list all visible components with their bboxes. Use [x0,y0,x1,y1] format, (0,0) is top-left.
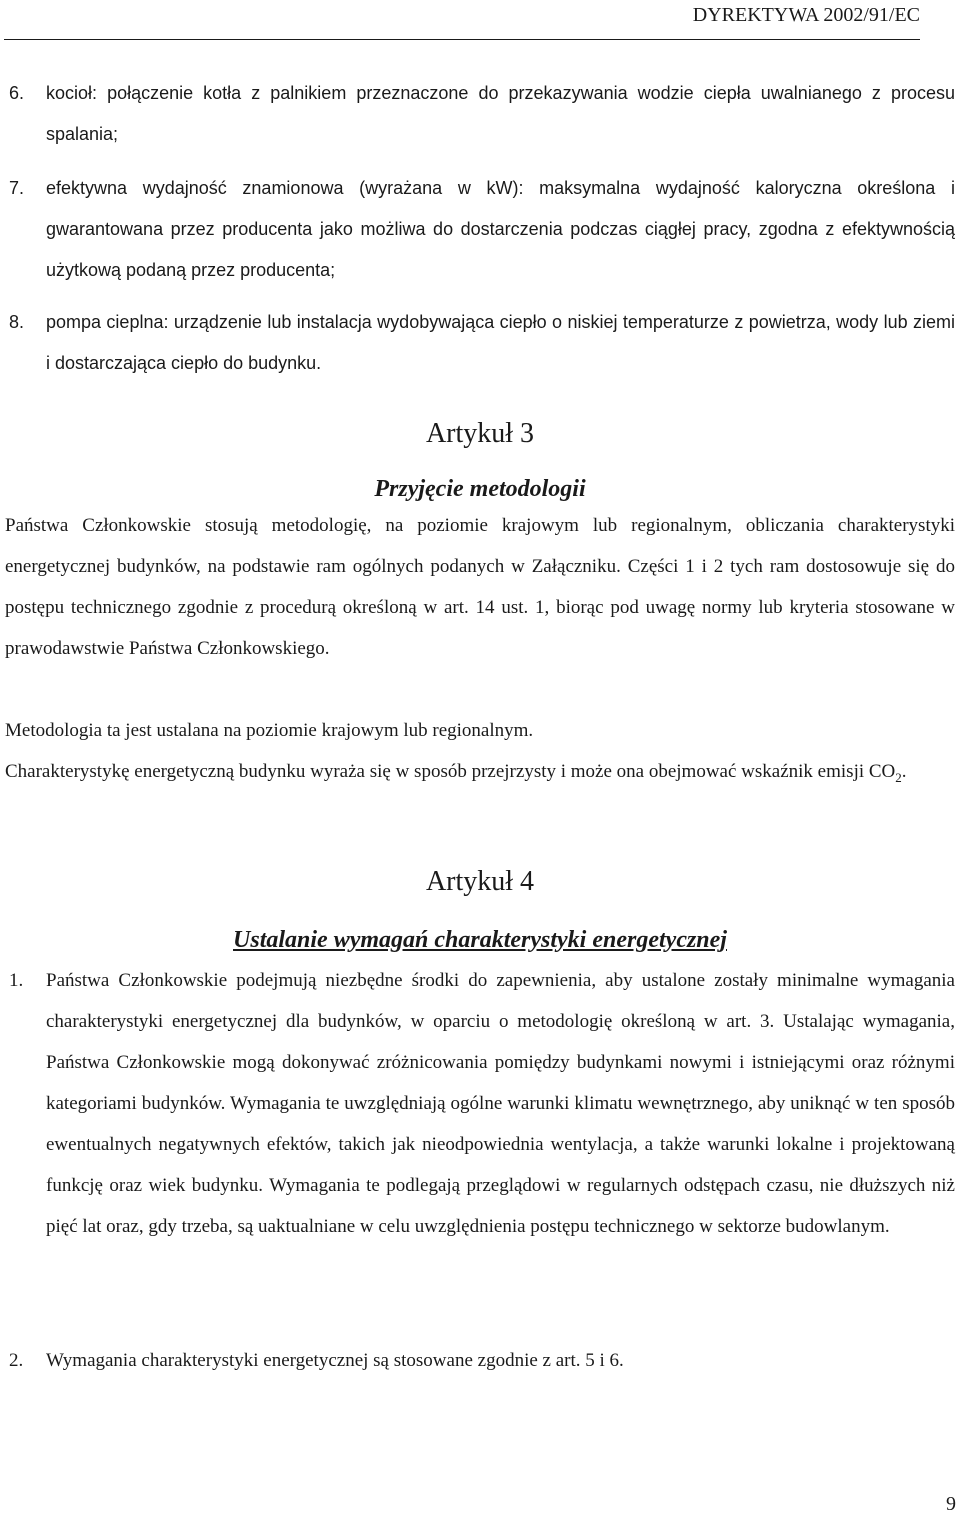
header-rule [4,39,920,40]
article-4-heading: Artykuł 4 [425,866,535,897]
item-text: Wymagania charakterystyki energetycznej są stosowane zgodnie z art. 5 i 6. [46,1350,624,1371]
item-text: Państwa Członkowskie podejmują niezbędne środki do zapewnienia, aby ustalone zostały minimalne wymagania charakterystyki energetycznej dla budynków, w oparciu o metodologię określoną w art. 3. Ustalając wymagania, Państwa Członkowskie mogą dokonywać zróżnicowania pomiędzy budynkami nowymi i istniejącymi oraz różnymi kategoriami budynków. Wymagania te uwzględniają ogólne warunki klimatu wewnętrznego, aby uniknąć w ten sposób ewentualnych negatywnych efektów, takich jak nieodpowiednia wentylacja, a także warunki lokalne i projektowaną funkcję oraz wiek budynku. Wymagania te podlegają przeglądowi w regularnych odstępach czasu, nie dłuższych niż pięć lat oraz, gdy trzeba, są uaktualniane w celu uwzględnienia postępu technicznego w sektorze budowlanym. [46,970,955,1237]
article-4-subheading-text: Ustalanie wymagań charakterystyki energetycznej [233,927,727,953]
subscript-2: 2 [895,769,902,785]
article-3-paragraph-1: Państwa Członkowskie stosują metodologię, na poziomie krajowym lub regionalnym, obliczania charakterystyki energetycznej budynków, na podstawie ram ogólnych podanych w Załączniku. Części 1 i 2 tych ram dostosowuje się do postępu technicznego zgodnie z procedurą określoną w art. 14 ust. 1, biorąc pod uwagę normy lub kryteria stosowane w prawodawstwie Państwa Członkowskiego. [5,515,955,659]
definition-text: pompa cieplna: urządzenie lub instalacja wydobywająca ciepło o niskiej temperaturze z powietrza, wody lub ziemi i dostarczająca ciepło do budynku. [46,312,955,373]
definition-number: 6. [9,83,25,103]
paragraph-3-text: Charakterystykę energetyczną budynku wyraża się w sposób przejrzysty i może ona obejmować wskaźnik emisji CO [5,761,896,782]
article-4-subheading [0,925,960,955]
item-number: 1. [9,970,24,991]
article-4-item-1 [0,960,955,1247]
definition-item-6 [0,73,955,155]
article-4-item-2 [0,1340,955,1381]
definition-text: efektywna wydajność znamionowa (wyrażana w kW): maksymalna wydajność kaloryczna określona i gwarantowana przez producenta jako możliwa do dostarczenia podczas ciągłej pracy, zgodna z efektywnością użytkową podaną przez producenta; [46,178,955,280]
article-3-paragraph-2: Metodologia ta jest ustalana na poziomie krajowym lub regionalnym. [5,720,534,741]
article-3-heading: Artykuł 3 [425,418,535,449]
article-3-paragraph-3 [5,751,955,798]
running-header: DYREKTYWA 2002/91/EC [692,4,920,26]
definition-item-8 [0,302,955,384]
paragraph-3-end: . [901,761,907,782]
definition-text: kocioł: połączenie kotła z palnikiem przeznaczone do przekazywania wodzie ciepła uwalnianego z procesu spalania; [46,83,955,144]
article-3-subheading: Przyjęcie metodologii [374,476,586,502]
page-number: 9 [946,1493,956,1515]
definition-number: 7. [9,178,25,198]
definition-number: 8. [9,312,25,332]
definition-item-7 [0,168,955,291]
item-number: 2. [9,1350,24,1371]
